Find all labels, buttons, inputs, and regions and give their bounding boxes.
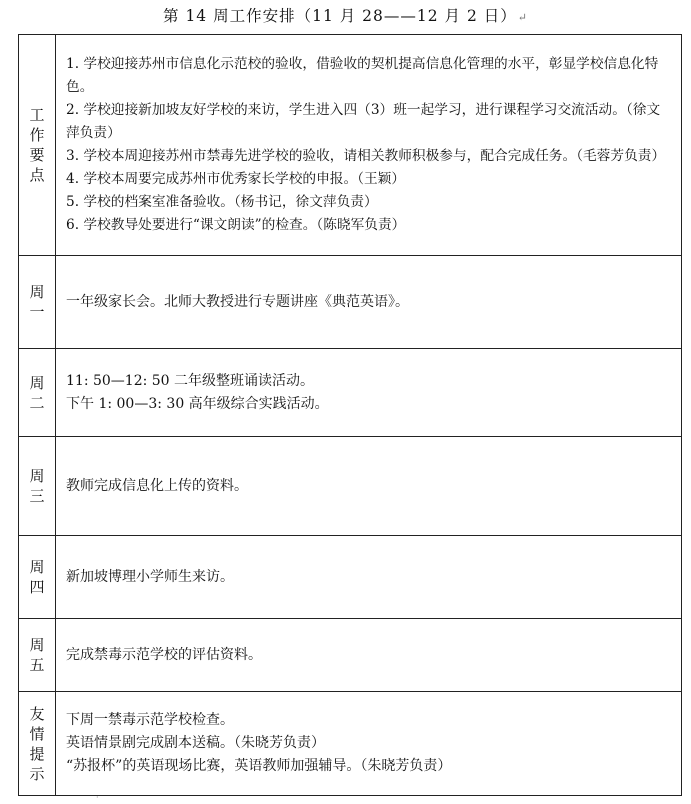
day-row-tuesday: [19, 349, 682, 437]
plan-label-char: 作: [29, 126, 45, 144]
day-label-char: 周: [29, 636, 45, 654]
day-row-thursday: [19, 536, 682, 619]
tips-label-char: 提: [29, 744, 45, 763]
plan-label-char: 要: [29, 146, 45, 164]
plan-row: [19, 35, 682, 256]
tip-line: 下周一禁毒示范学校检查。: [66, 712, 234, 728]
day-label: [19, 437, 56, 536]
day-content: [56, 536, 682, 619]
day-label-char: 周: [29, 283, 45, 301]
day-label: [19, 536, 56, 619]
day-label-char: 二: [29, 393, 45, 412]
plan-label: [19, 35, 56, 256]
tips-label-char: 情: [29, 724, 45, 743]
day-row-wednesday: [19, 437, 682, 536]
day-label-char: 周: [29, 373, 45, 392]
plan-label-char: 点: [29, 166, 45, 184]
day-label: [19, 256, 56, 349]
day-label: [19, 619, 56, 692]
day-row-friday: [19, 619, 682, 692]
day-line: 完成禁毒示范学校的评估资料。: [66, 646, 262, 663]
plan-item: 3. 学校本周迎接苏州市禁毒先进学校的验收，请相关教师积极参与，配合完成任务。（毛蓉芳负责）: [66, 148, 666, 164]
day-content: [56, 349, 682, 437]
day-content: [56, 256, 682, 349]
tips-label-char: 友: [29, 704, 45, 723]
footnote-mark: ·: [96, 793, 99, 802]
day-line: 11: 50—12: 50 二年级整班诵读活动。: [66, 372, 315, 389]
plan-label-char: 工: [29, 106, 45, 124]
day-label-char: 四: [29, 578, 45, 596]
day-row-monday: [19, 256, 682, 349]
day-content: [56, 619, 682, 692]
plan-item: 6. 学校教导处要进行“课文朗读”的检查。（陈晓军负责）: [66, 217, 406, 233]
day-label: [19, 349, 56, 437]
schedule-table: [18, 34, 682, 796]
tip-line: 英语情景剧完成剧本送稿。（朱晓芳负责）: [66, 735, 325, 751]
day-label-char: 周: [29, 467, 45, 485]
day-content: [56, 437, 682, 536]
day-line: 下午 1: 00—3: 30 高年级综合实践活动。: [66, 395, 329, 412]
plan-content: [56, 35, 682, 256]
plan-item: 4. 学校本周要完成苏州市优秀家长学校的申报。（王颖）: [66, 171, 406, 187]
day-label-char: 一: [29, 303, 45, 321]
plan-item: 5. 学校的档案室准备验收。（杨书记，徐文萍负责）: [66, 194, 378, 210]
tips-row: [19, 692, 682, 796]
document-title: [0, 4, 691, 26]
day-label-char: 三: [29, 487, 45, 505]
tips-label: [19, 692, 56, 796]
day-label-char: 周: [29, 558, 45, 576]
day-line: 新加坡博理小学师生来访。: [66, 568, 234, 585]
day-line: 一年级家长会。北师大教授进行专题讲座《典范英语》。: [66, 293, 409, 310]
plan-item: 2. 学校迎接新加坡友好学校的来访，学生进入四（3）班一起学习，进行课程学习交流活动。（徐文萍负责）: [66, 102, 661, 141]
title-text: 第 14 周工作安排（11 月 28——12 月 2 日）: [163, 7, 517, 25]
paragraph-mark-icon: ↵: [517, 11, 528, 24]
day-label-char: 五: [29, 656, 45, 674]
tip-line: “苏报杯”的英语现场比赛，英语教师加强辅导。（朱晓芳负责）: [66, 758, 452, 774]
tips-label-char: 示: [29, 764, 45, 783]
tips-content: [56, 692, 682, 796]
day-line: 教师完成信息化上传的资料。: [66, 477, 248, 494]
plan-item: 1. 学校迎接苏州市信息化示范校的验收，借验收的契机提高信息化管理的水平，彰显学校信息化特色。: [66, 56, 659, 95]
